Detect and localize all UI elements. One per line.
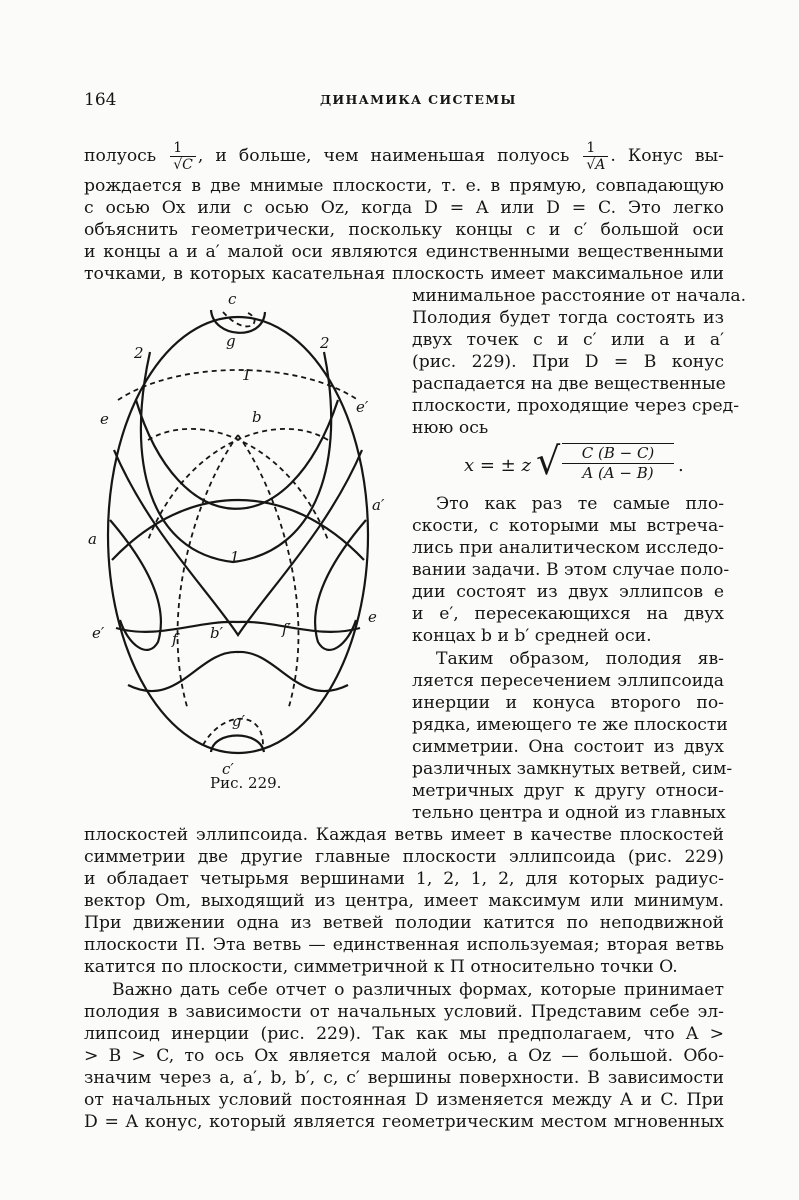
- text-line: метричных друг к другу относи-: [412, 781, 724, 801]
- text-line: и обладает четырьмя вершинами 1, 2, 1, 2, для которых радиус-: [84, 869, 724, 889]
- figure-caption: Рис. 229.: [210, 774, 282, 792]
- formula-lhs: x = ± z: [464, 455, 531, 476]
- formula-fraction: [562, 443, 674, 483]
- text-line: и концы a и a′ малой оси являются единственными вещественными: [84, 242, 724, 262]
- page-number: 164: [84, 90, 117, 110]
- fraction-denominator: √A: [583, 156, 608, 173]
- page-header: [84, 90, 724, 114]
- text-fragment: , и больше, чем наименьшая полуось: [197, 146, 570, 166]
- text-line: тельно центра и одной из главных: [412, 803, 726, 823]
- label-2-right: 2: [320, 334, 330, 352]
- text-line: [84, 140, 724, 173]
- polhode-diagram: [88, 290, 388, 780]
- polhode-lower-arc: [128, 652, 348, 691]
- label-a-prime: a′: [372, 496, 385, 514]
- text-line: скости, с которыми мы встреча-: [412, 516, 724, 536]
- running-head: ДИНАМИКА СИСТЕМЫ: [320, 92, 517, 107]
- label-f-prime: f′: [282, 620, 291, 638]
- text-line: концах b и b′ средней оси.: [412, 626, 652, 646]
- text-line: (рис. 229). При D = B конус: [412, 352, 724, 372]
- polhode-cap-top: [211, 310, 265, 333]
- text-line: от начальных условий постоянная D изменяется между A и C. При: [84, 1090, 724, 1110]
- label-e-prime-left: e′: [92, 624, 105, 642]
- polhode-dashed-top: [223, 312, 255, 326]
- polhode-cap-bottom: [211, 736, 264, 753]
- text-line: плоскости, проходящие через сред-: [412, 396, 740, 416]
- fraction-numerator: 1: [173, 140, 183, 156]
- text-line: Важно дать себе отчет о различных формах, которые принимает: [112, 980, 724, 1000]
- text-line: значим через a, a′, b, b′, c, c′ вершины поверхности. В зависимости: [84, 1068, 724, 1088]
- text-line: полодия в зависимости от начальных условий. Представим себе эл-: [84, 1002, 724, 1022]
- fraction: [170, 140, 196, 173]
- fraction-numerator: 1: [586, 140, 596, 156]
- label-g-prime: g′: [232, 712, 246, 730]
- text-line: При движении одна из ветвей полодии катится по неподвижной: [84, 913, 724, 933]
- text-line: ляется пересечением эллипсоида: [412, 671, 724, 691]
- label-c-prime: c′: [222, 760, 234, 778]
- text-line: распадается на две вещественные: [412, 374, 726, 394]
- text-line: с осью Ox или с осью Oz, когда D = A или D = C. Это легко: [84, 198, 724, 218]
- text-line: объяснить геометрически, поскольку концы c и c′ большой оси: [84, 220, 724, 240]
- label-f: f: [172, 630, 178, 648]
- label-2-left: 2: [134, 344, 144, 362]
- figure-229: [88, 290, 388, 780]
- text-line: катится по плоскости, симметричной к П относительно точки O.: [84, 957, 678, 977]
- text-line: рядка, имеющего те же плоскости: [412, 715, 728, 735]
- fraction-denominator: √C: [170, 156, 196, 173]
- text-line: > B > C, то ось Ox является малой осью, а Oz — большой. Обо-: [84, 1046, 724, 1066]
- text-line: D = A конус, который является геометрическим местом мгновенных: [84, 1112, 724, 1132]
- text-line: вектор Om, выходящий из центра, имеет максимум или минимум.: [84, 891, 724, 911]
- text-line: и e′, пересекающихся на двух: [412, 604, 724, 624]
- label-a: a: [88, 530, 97, 548]
- radical-sign: √: [536, 439, 561, 483]
- fraction: [583, 140, 608, 173]
- text-line: симметрии две другие главные плоскости эллипсоида (рис. 229): [84, 847, 724, 867]
- label-1-top: 1: [242, 366, 252, 384]
- text-line: вании задачи. В этом случае поло-: [412, 560, 730, 580]
- text-line: Это как раз те самые пло-: [436, 494, 724, 514]
- formula: [412, 437, 724, 489]
- polhode-lower-band: [116, 622, 360, 632]
- text-line: инерции и конуса второго по-: [412, 693, 724, 713]
- formula-denominator: A (A − B): [582, 464, 654, 482]
- text-line: симметрии. Она состоит из двух: [412, 737, 724, 757]
- label-1-bottom: 1: [230, 548, 240, 566]
- label-g: g: [226, 332, 236, 350]
- text-line: дии состоят из двух эллипсов e: [412, 582, 724, 602]
- label-b: b: [252, 408, 262, 426]
- text-line: Полодия будет тогда состоять из: [412, 308, 724, 328]
- text-line: различных замкнутых ветвей, сим-: [412, 759, 733, 779]
- text-fragment: полуось: [84, 146, 157, 166]
- polhode-branch-upper: [141, 352, 331, 562]
- label-e-prime-right: e′: [356, 398, 369, 416]
- text-fragment: . Конус вы-: [610, 146, 724, 166]
- formula-numerator: C (B − C): [562, 443, 674, 464]
- text-line: точками, в которых касательная плоскость имеет максимальное или: [84, 264, 724, 284]
- text-line: плоскости П. Эта ветвь — единственная используемая; вторая ветвь: [84, 935, 724, 955]
- label-e-left: e: [100, 410, 109, 428]
- text-line: липсоид инерции (рис. 229). Так как мы предполагаем, что A >: [84, 1024, 724, 1044]
- text-line: нюю ось: [412, 418, 489, 438]
- label-c: c: [228, 290, 237, 308]
- label-b-prime: b′: [210, 624, 224, 642]
- text-line: плоскостей эллипсоида. Каждая ветвь имеет в качестве плоскостей: [84, 825, 724, 845]
- label-e-right: e: [368, 608, 377, 626]
- ellipse-e-prime-upper: [136, 400, 338, 509]
- text-line: лись при аналитическом исследо-: [412, 538, 724, 558]
- text-line: рождается в две мнимые плоскости, т. е. в прямую, совпадающую: [84, 176, 724, 196]
- text-line: минимальное расстояние от начала.: [412, 286, 747, 306]
- text-line: двух точек c и c′ или a и a′: [412, 330, 724, 350]
- polhode-dashed-upper: [118, 370, 358, 400]
- formula-end: .: [678, 455, 684, 476]
- text-line: Таким образом, полодия яв-: [436, 649, 724, 669]
